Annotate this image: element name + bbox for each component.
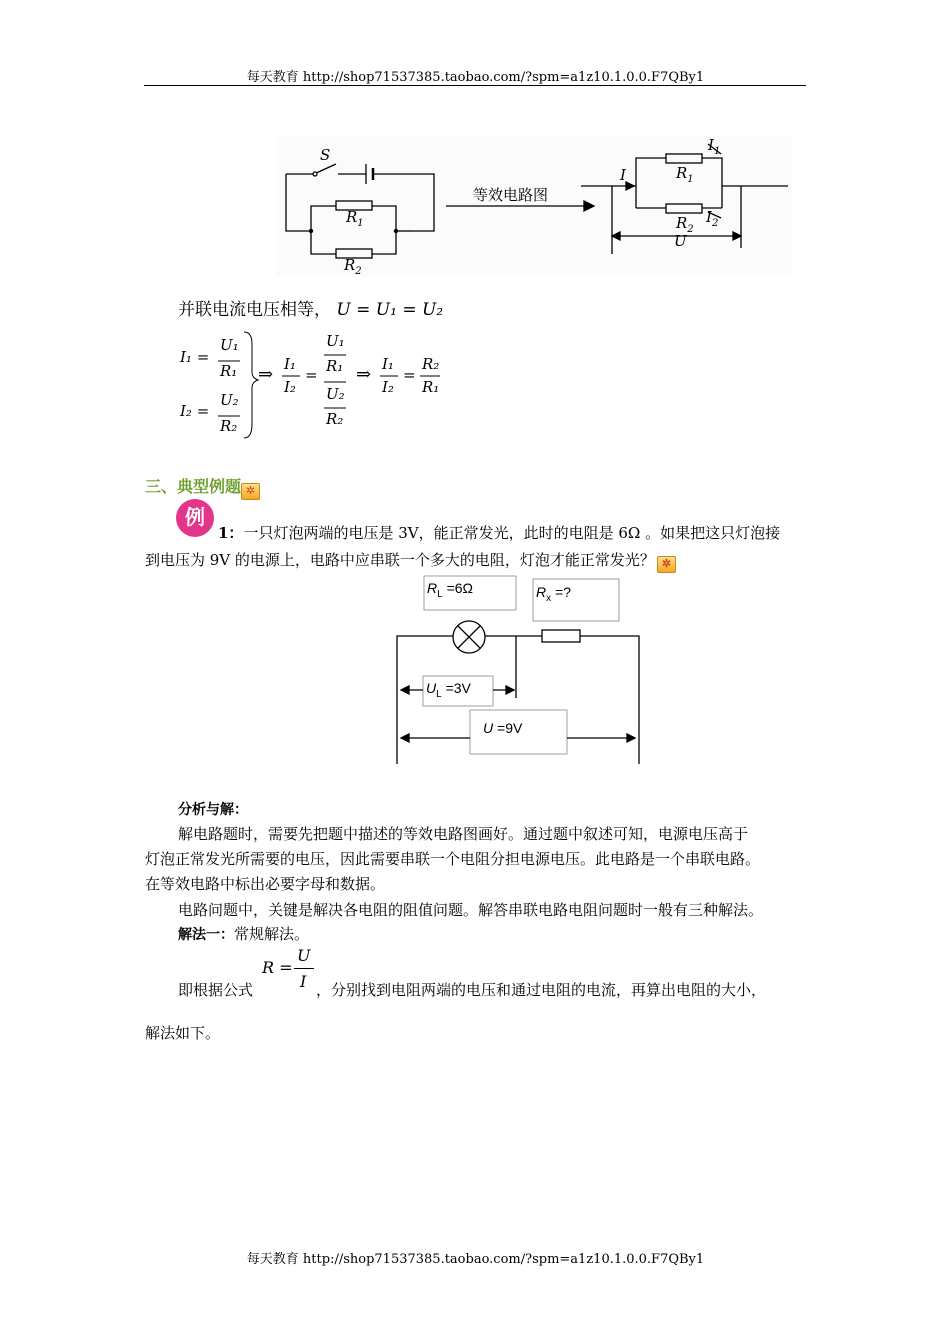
analysis-p1-line-1: 解电路题时，需要先把题中描述的等效电路图画好。通过题中叙述可知，电源电压高于 — [178, 825, 749, 843]
rl-box-label: $R_L =6\Omega$ — [427, 580, 474, 600]
big-den-num: U₂ — [326, 385, 345, 403]
analysis-heading: 分析与解： — [178, 802, 248, 818]
eq-r2-label: $R_2$ — [676, 214, 694, 235]
example-badge-text: 例 — [185, 505, 205, 529]
current-i-label: I — [620, 166, 626, 184]
res-num: I₁ — [382, 355, 394, 373]
formula-pre: 即根据公式 — [178, 981, 254, 999]
rx-box-label: $R_x$ =? — [536, 584, 571, 604]
header-rule — [144, 85, 806, 86]
implies-1: ⇒ — [258, 364, 274, 385]
eq-sign-1: = — [305, 366, 318, 384]
current-i2-label: $I_2$ — [706, 208, 719, 229]
u-box-label: U =9V — [483, 720, 523, 736]
parallel-derivation — [178, 330, 478, 442]
res-den: I₂ — [382, 378, 394, 396]
analysis-p2: 电路问题中，关键是解决各电阻的阻值问题。解答串联电路电阻问题时一般有三种解法。 — [178, 901, 764, 919]
circuit-figure-2-drawing — [393, 574, 645, 766]
f2-left: I₂ = — [180, 402, 210, 420]
r1-label: $R_1$ — [346, 208, 364, 229]
circuit-figure-1 — [276, 136, 792, 276]
implies-2: ⇒ — [356, 364, 372, 385]
circuit-figure-1-drawing — [276, 136, 792, 276]
f2-num: U₂ — [220, 391, 239, 409]
equivalent-circuit-arrow-label: 等效电路图 — [473, 186, 549, 204]
r2-label: $R_2$ — [344, 256, 362, 277]
big-den-den: R₂ — [326, 410, 344, 428]
formula-bar — [294, 968, 314, 969]
big-num-den: R₁ — [326, 357, 344, 375]
formula-num: U — [297, 946, 311, 965]
f1-num: U₁ — [220, 336, 239, 354]
final-den: R₁ — [422, 378, 440, 396]
voltage-u-label: U — [674, 232, 687, 250]
eq-sign-2: = — [403, 366, 416, 384]
f2-den: R₂ — [220, 417, 238, 435]
mid-num: I₁ — [284, 355, 296, 373]
example-line-2: 到电压为 9V 的电源上，电路中应串联一个多大的电阻，灯泡才能正常发光？ ✲ — [145, 548, 676, 573]
star-icon: ✲ — [241, 483, 260, 500]
parallel-statement: 并联电流电压相等， U = U₁ = U₂ — [178, 300, 444, 320]
example-line-1: 1：一只灯泡两端的电压是 3V，能正常发光，此时的电阻是 6Ω 。如果把这只灯泡接 — [218, 524, 781, 542]
eq-r1-label: $R_1$ — [676, 164, 694, 185]
method-one: 解法一：常规解法。 — [178, 925, 310, 943]
formula-den: I — [300, 972, 307, 991]
switch-label: S — [320, 146, 331, 164]
final-num: R₂ — [422, 355, 440, 373]
page-footer: 每天教育 http://shop71537385.taobao.com/?spm=a1z10.1.0.0.F7QBy1 — [246, 1252, 705, 1267]
mid-den: I₂ — [284, 378, 296, 396]
analysis-p1-line-2: 灯泡正常发光所需要的电压，因此需要串联一个电阻分担电源电压。此电路是一个串联电路。 — [145, 850, 761, 868]
star-icon: ✲ — [657, 556, 676, 573]
analysis-last: 解法如下。 — [145, 1024, 221, 1042]
big-num-num: U₁ — [326, 332, 345, 350]
formula-r-equals-u-over-i — [262, 944, 322, 1000]
analysis-p1-line-3: 在等效电路中标出必要字母和数据。 — [145, 875, 386, 893]
ul-box-label: $U_L =3V$ — [426, 680, 471, 700]
f1-left: I₁ = — [180, 348, 210, 366]
f1-den: R₁ — [220, 362, 238, 380]
page-header: 每天教育 http://shop71537385.taobao.com/?spm=a1z10.1.0.0.F7QBy1 — [246, 70, 705, 85]
current-i1-label: $I_1$ — [708, 136, 721, 157]
section-title: 三、典型例题 ✲ — [145, 474, 260, 500]
circuit-figure-2 — [393, 574, 645, 766]
example-badge — [176, 499, 214, 537]
formula-post: ，分别找到电阻两端的电压和通过电阻的电流，再算出电阻的大小， — [316, 981, 767, 999]
formula-lhs: R = — [262, 958, 293, 977]
